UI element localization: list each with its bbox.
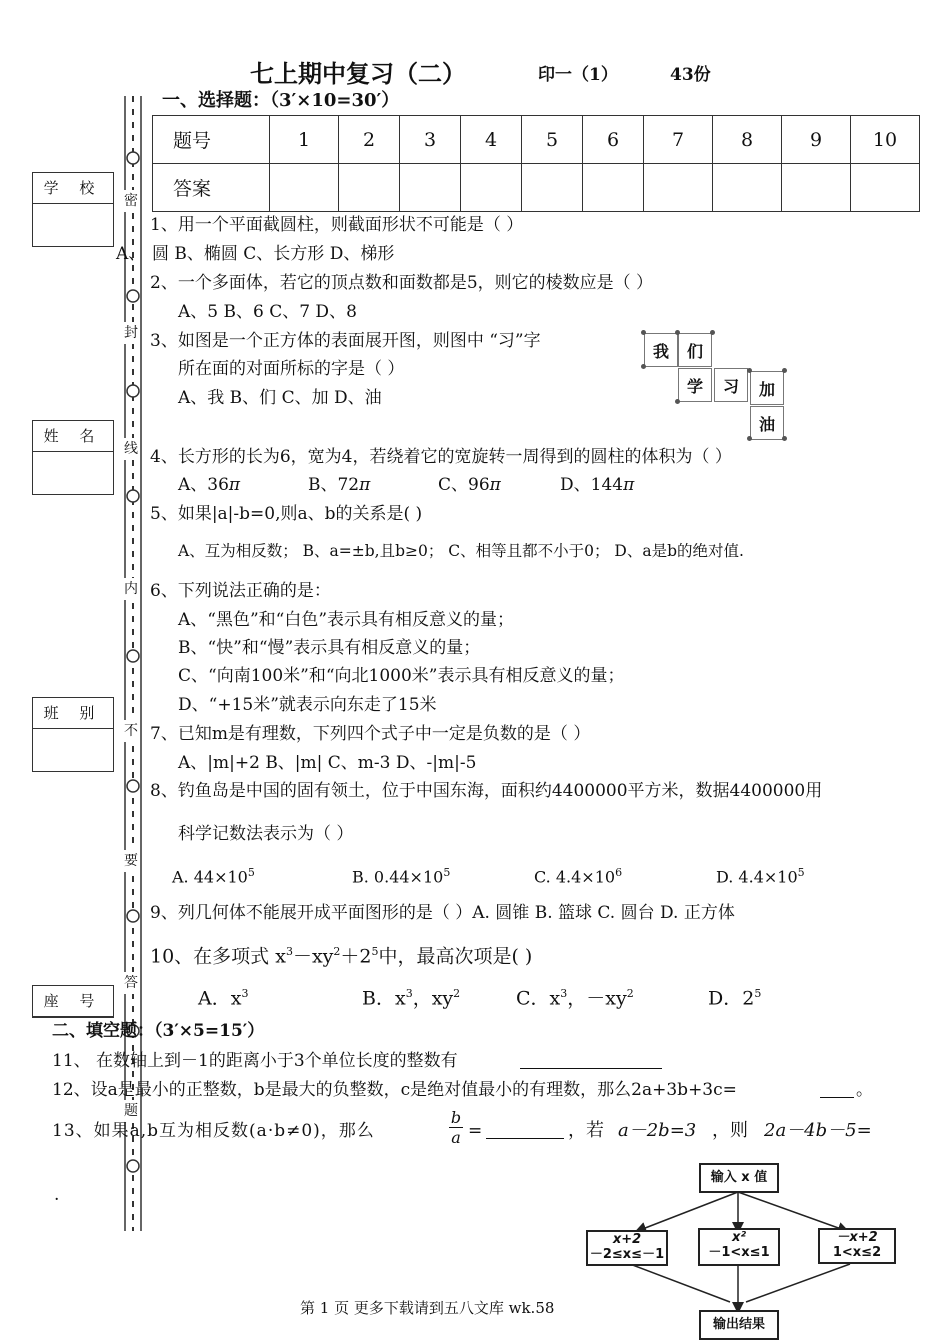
q1-prefix: A、 <box>116 244 146 264</box>
q6-option-a: A、“黑色”和“白色”表示具有相反意义的量； <box>178 610 515 630</box>
name-box <box>32 420 114 495</box>
net-dot <box>747 368 752 373</box>
q11-stem: 11、 在数轴上到－1的距离小于3个单位长度的整数有 <box>52 1051 458 1071</box>
exponent: 3 <box>405 987 413 1000</box>
flow-right-expr: －x+2 <box>836 1230 878 1245</box>
fraction-denominator: a <box>451 1128 461 1147</box>
q8-option-b <box>352 862 450 888</box>
answer-cell[interactable] <box>782 164 851 212</box>
net-dot <box>782 368 787 373</box>
q10-option-b <box>362 982 460 1010</box>
flow-mid-expr: x² <box>731 1230 747 1245</box>
net-dot <box>641 364 646 369</box>
section-2-title: 二、填空题：（3′×5=15′） <box>52 1021 265 1041</box>
q8-option-d <box>716 862 805 888</box>
q9-stem: 9、列几何体不能展开成平面图形的是（ ）A. 圆锥 B. 篮球 C. 圆台 D. 正方体 <box>150 903 735 923</box>
q13-mid: ，若 <box>568 1120 604 1141</box>
table-num: 9 <box>782 116 851 164</box>
flow-left-expr: x+2 <box>612 1232 642 1247</box>
q13-stem: 13、如果a,b互为相反数(a·b≠0)，那么 <box>52 1121 375 1141</box>
q4-stem: 4、长方形的长为6，宽为4，若绕着它的宽旋转一周得到的圆柱的体积为（ ） <box>150 447 732 467</box>
answer-cell[interactable] <box>713 164 782 212</box>
q4-d-text: D、144 <box>560 475 624 495</box>
exponent: 3 <box>285 945 293 958</box>
answer-cell[interactable] <box>339 164 400 212</box>
answer-cell[interactable] <box>851 164 920 212</box>
class-label: 班 别 <box>33 698 113 729</box>
q5-options: A、互为相反数； B、a=±b,且b≥0； C、相等且都不小于0； D、a是b的绝对值. <box>178 542 744 560</box>
net-dot <box>710 330 715 335</box>
table-num: 2 <box>339 116 400 164</box>
q10-b-text-2: ，xy <box>412 987 454 1010</box>
flow-branch-left <box>586 1230 668 1266</box>
copies-note: 43份 <box>670 65 711 85</box>
answer-cell[interactable] <box>270 164 339 212</box>
q11-answer-blank[interactable] <box>520 1068 662 1069</box>
exponent: 3 <box>560 987 568 1000</box>
seat-box <box>32 985 114 1018</box>
school-label: 学 校 <box>33 173 113 204</box>
q3-stem: 3、如图是一个正方体的表面展开图，则图中 “习”字 <box>150 331 541 351</box>
q10-option-d <box>708 982 761 1010</box>
flow-output-box: 输出结果 <box>699 1310 779 1340</box>
table-num: 4 <box>461 116 522 164</box>
exponent: 3 <box>241 987 249 1000</box>
net-cell: 油 <box>750 406 784 440</box>
class-box <box>32 697 114 772</box>
net-dot <box>641 330 646 335</box>
q10-option-a <box>198 982 248 1010</box>
q7-options: A、|m|+2 B、|m| C、m-3 D、-|m|-5 <box>178 753 477 773</box>
q7-stem: 7、已知m是有理数，下列四个式子中一定是负数的是（ ） <box>150 724 591 744</box>
q1-stem: 1、用一个平面截圆柱，则截面形状不可能是（ ） <box>150 215 524 235</box>
q4-option-a <box>178 474 240 496</box>
seal-char: 线 <box>124 438 138 460</box>
net-cell: 我 <box>644 333 678 367</box>
net-cell: 习 <box>714 368 748 402</box>
pi-symbol: π <box>623 475 635 495</box>
net-cell: 们 <box>678 333 712 367</box>
q10-a-text: A．x <box>198 987 242 1010</box>
seal-char: 密 <box>124 190 138 212</box>
name-blank[interactable] <box>33 452 113 494</box>
net-dot <box>747 436 752 441</box>
q10-c-text-2: ，－xy <box>567 987 627 1010</box>
school-box <box>32 172 114 247</box>
q10-c-text: C．x <box>516 987 561 1010</box>
stray-dot: . <box>54 1185 60 1205</box>
table-num: 6 <box>583 116 644 164</box>
seal-char: 内 <box>124 578 138 600</box>
section-1-title: 一、选择题：（3′×10=30′） <box>162 90 400 111</box>
flow-branch-right <box>818 1228 896 1264</box>
exponent: 2 <box>333 945 341 958</box>
answer-cell[interactable] <box>461 164 522 212</box>
net-dot <box>675 330 680 335</box>
table-num: 1 <box>270 116 339 164</box>
class-blank[interactable] <box>33 729 113 771</box>
q8-c-text: C. 4.4×10 <box>534 867 616 887</box>
q6-option-d: D、“+15米”就表示向东走了15米 <box>178 695 437 715</box>
q12-answer-blank[interactable] <box>820 1097 854 1098</box>
q1-options: 圆 B、椭圆 C、长方形 D、梯形 <box>152 244 395 264</box>
table-num: 10 <box>851 116 920 164</box>
q4-option-c <box>438 474 501 496</box>
seal-char: 要 <box>124 850 138 872</box>
school-blank[interactable] <box>33 204 113 246</box>
seal-char: 题 <box>124 1100 138 1122</box>
exponent: 5 <box>754 987 762 1000</box>
q8-stem-2: 科学记数法表示为（ ） <box>178 824 354 844</box>
exponent: 5 <box>797 866 805 879</box>
print-note: 印一（1） <box>538 65 618 85</box>
table-row <box>153 116 920 164</box>
net-cell: 学 <box>678 368 712 402</box>
pi-symbol: π <box>489 475 501 495</box>
table-num: 5 <box>522 116 583 164</box>
page-title: 七上期中复习（二） <box>250 59 466 88</box>
exponent: 2 <box>453 987 461 1000</box>
q13-mid-2: ，则 <box>712 1120 748 1141</box>
answer-cell[interactable] <box>583 164 644 212</box>
q13-expr-2: 2a－4b－5= <box>764 1120 872 1141</box>
pi-symbol: π <box>228 475 241 495</box>
q6-option-c: C、“向南100米”和“向北1000米”表示具有相反意义的量； <box>178 666 625 686</box>
seal-char: 答 <box>124 972 138 994</box>
q4-option-b <box>308 474 370 496</box>
q3-stem-2: 所在面的对面所标的字是（ ） <box>178 359 405 379</box>
flow-right-range: 1<x≤2 <box>832 1245 882 1260</box>
q10-option-c <box>516 982 634 1010</box>
exponent: 6 <box>615 866 623 879</box>
flow-left-range: －2≤x≤－1 <box>589 1247 665 1262</box>
q4-a-text: A、36 <box>178 475 229 495</box>
seat-label: 座 号 <box>33 986 113 1017</box>
table-num: 7 <box>644 116 713 164</box>
exponent: 5 <box>371 945 379 958</box>
q2-options: A、5 B、6 C、7 D、8 <box>178 302 357 322</box>
fraction-numerator: b <box>450 1108 462 1127</box>
q4-b-text: B、72 <box>308 475 360 495</box>
q13-equals: = <box>468 1121 483 1141</box>
q13-answer-blank[interactable] <box>486 1138 564 1139</box>
answer-cell[interactable] <box>522 164 583 212</box>
q10-stem <box>150 940 532 968</box>
seal-char: 不 <box>124 720 138 742</box>
exponent: 5 <box>247 866 255 879</box>
net-dot <box>675 399 680 404</box>
net-cell: 加 <box>750 371 784 405</box>
exponent: 5 <box>443 866 451 879</box>
table-num: 8 <box>713 116 782 164</box>
q10-b-text: B．x <box>362 987 406 1010</box>
q4-option-d <box>560 474 634 496</box>
q4-c-text: C、96 <box>438 475 490 495</box>
net-dot <box>782 436 787 441</box>
answer-cell[interactable] <box>400 164 461 212</box>
q2-stem: 2、一个多面体，若它的顶点数和面数都是5，则它的棱数应是（ ） <box>150 273 654 293</box>
q8-option-c <box>534 862 622 888</box>
table-answer-label: 答案 <box>153 164 270 212</box>
q8-stem: 8、钓鱼岛是中国的固有领土，位于中国东海，面积约4400000平方米，数据4400000用 <box>150 781 823 801</box>
q10-stem-b: －xy <box>292 945 334 968</box>
q3-options: A、我 B、们 C、加 D、油 <box>178 388 382 408</box>
q13-fraction <box>449 1108 463 1147</box>
page-footer: 第 1 页 更多下载请到五八文库 wk.58 <box>300 1299 555 1317</box>
q10-stem-a: 10、在多项式 x <box>150 945 286 968</box>
flow-mid-range: －1<x≤1 <box>708 1245 770 1260</box>
seal-char: 封 <box>124 322 138 344</box>
q6-stem: 6、下列说法正确的是： <box>150 581 331 601</box>
q10-stem-d: 中，最高次项是( ) <box>378 945 533 968</box>
q8-d-text: D. 4.4×10 <box>716 867 798 887</box>
flow-branch-mid <box>698 1228 780 1266</box>
table-num: 3 <box>400 116 461 164</box>
q5-stem: 5、如果|a|-b=0,则a、b的关系是( ) <box>150 504 423 524</box>
q8-a-text: A. 44×10 <box>172 867 248 887</box>
q12-stem: 12、设a是最小的正整数，b是最大的负整数，c是绝对值最小的有理数，那么2a+3b+3c= <box>52 1080 737 1100</box>
table-head-label: 题号 <box>153 116 270 164</box>
pi-symbol: π <box>359 475 371 495</box>
q8-option-a <box>172 862 255 888</box>
q13-expr-1: a－2b=3 <box>618 1120 697 1141</box>
flow-input-box: 输入 x 值 <box>699 1163 779 1193</box>
q10-d-text: D．2 <box>708 987 755 1010</box>
table-row <box>153 164 920 212</box>
name-label: 姓 名 <box>33 421 113 452</box>
answer-table <box>152 115 920 212</box>
q10-stem-c: ＋2 <box>340 945 372 968</box>
q12-end: 。 <box>856 1080 873 1100</box>
answer-cell[interactable] <box>644 164 713 212</box>
q6-option-b: B、“快”和“慢”表示具有相反意义的量； <box>178 638 481 658</box>
q8-b-text: B. 0.44×10 <box>352 867 444 887</box>
exponent: 2 <box>626 987 634 1000</box>
